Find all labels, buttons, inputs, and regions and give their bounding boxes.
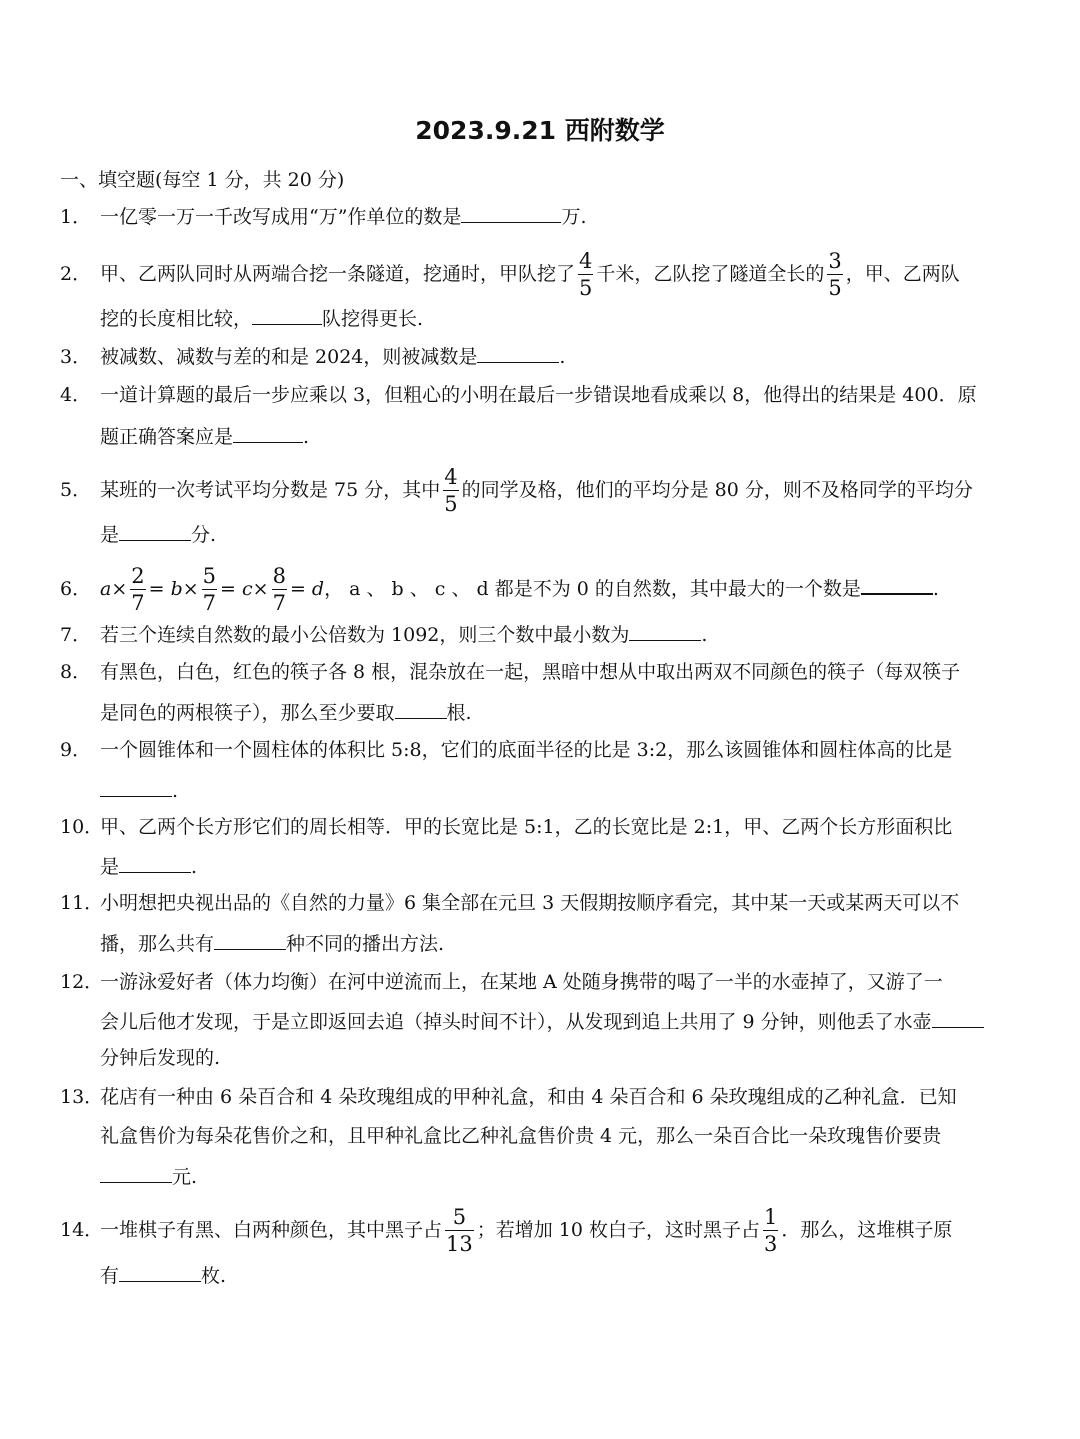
question-number: 14． xyxy=(60,1219,104,1241)
fraction: $\frac{1}{3}$ xyxy=(764,1205,778,1256)
fraction: $\frac{3}{5}$ xyxy=(828,249,842,300)
question-4: 4． 一道计算题的最后一步应乘以 3，但粗心的小明在最后一步错误地看成乘以 8，他得出的结果是 400．原 xyxy=(60,380,977,410)
question-11: 11．小明想把央视出品的《自然的力量》6 集全部在元旦 3 天假期按顺序看完，其中某一天或某两天可以不 xyxy=(60,888,959,918)
question-number: 5． xyxy=(60,479,92,501)
question-6: 6． a× $\frac{2}{7}$ = b× $\frac{5}{7}$ = c× $\frac{8}{7}$ = d， a 、 b 、 c 、 d 都是不为 0 的自然数，其中最大的一个数是 . xyxy=(60,564,939,615)
question-9: 9． 一个圆锥体和一个圆柱体的体积比 5:8，它们的底面半径的比是 3:2，那么该圆锥体和圆柱体高的比是 xyxy=(60,735,952,765)
answer-blank[interactable] xyxy=(119,518,191,541)
question-12: 12．一游泳爱好者（体力均衡）在河中逆流而上，在某地 A 处随身携带的喝了一半的水壶掉了，又游了一 xyxy=(60,967,943,997)
question-number: 10． xyxy=(60,816,104,838)
answer-blank[interactable] xyxy=(932,1005,984,1028)
section-heading: 一、填空题(每空 1 分，共 20 分) xyxy=(60,169,345,191)
question-12-cont: 会儿后他才发现，于是立即返回去追（掉头时间不计），从发现到追上共用了 9 分钟，则他丢了水壶 xyxy=(100,1005,984,1037)
question-4-cont: 题正确答案应是 . xyxy=(100,420,309,452)
fraction: $\frac{4}{5}$ xyxy=(444,465,458,516)
question-5-cont: 是 分. xyxy=(100,518,216,550)
question-5: 5． 某班的一次考试平均分数是 75 分，其中 $\frac{4}{5}$ 的同学及格，他们的平均分是 80 分，则不及格同学的平均分 xyxy=(60,465,973,516)
question-13: 13．花店有一种由 6 朵百合和 4 朵玫瑰组成的甲种礼盒，和由 4 朵百合和 6 朵玫瑰组成的乙种礼盒．已知 xyxy=(60,1082,957,1112)
question-9-cont: . xyxy=(100,774,178,806)
question-12-cont2: 分钟后发现的. xyxy=(100,1047,221,1069)
fraction: $\frac{2}{7}$ xyxy=(131,564,145,615)
question-number: 13． xyxy=(60,1086,104,1108)
answer-blank[interactable] xyxy=(214,927,286,950)
answer-blank[interactable] xyxy=(100,1160,172,1183)
question-number: 8． xyxy=(60,661,92,683)
fraction: $\frac{5}{7}$ xyxy=(202,564,217,615)
question-2: 2． 甲、乙两队同时从两端合挖一条隧道，挖通时，甲队挖了 $\frac{4}{5}$ 千米，乙队挖了隧道全长的 $\frac{3}{5}$ ，甲、乙两队 xyxy=(60,249,960,300)
answer-blank[interactable] xyxy=(861,571,933,595)
question-number: 12． xyxy=(60,971,104,993)
answer-blank[interactable] xyxy=(477,340,559,363)
question-14-cont: 有 枚. xyxy=(100,1259,226,1291)
question-14: 14．一堆棋子有黑、白两种颜色，其中黑子占 $\frac{5}{13}$ ；若增加 10 枚白子，这时黑子占 $\frac{1}{3}$ ．那么，这堆棋子原 xyxy=(60,1205,953,1256)
question-7: 7． 若三个连续自然数的最小公倍数为 1092，则三个数中最小数为 . xyxy=(60,618,707,650)
question-number: 6． xyxy=(60,578,92,600)
answer-blank[interactable] xyxy=(119,850,191,873)
page-title: 2023.9.21 西附数学 xyxy=(415,116,665,145)
question-2-cont: 挖的长度相比较， 队挖得更长. xyxy=(100,302,423,334)
question-10-cont: 是 . xyxy=(100,850,197,882)
question-number: 7． xyxy=(60,624,92,646)
fraction: $\frac{4}{5}$ xyxy=(579,249,593,300)
question-number: 4． xyxy=(60,384,92,406)
answer-blank[interactable] xyxy=(119,1259,201,1282)
answer-blank[interactable] xyxy=(100,774,172,797)
question-13-cont2: 元. xyxy=(100,1160,197,1192)
answer-blank[interactable] xyxy=(629,618,701,641)
answer-blank[interactable] xyxy=(395,696,447,719)
question-number: 3． xyxy=(60,346,92,368)
question-number: 1． xyxy=(60,206,92,228)
question-10: 10．甲、乙两个长方形它们的周长相等．甲的长宽比是 5:1，乙的长宽比是 2:1，甲、乙两个长方形面积比 xyxy=(60,812,952,842)
fraction: $\frac{8}{7}$ xyxy=(272,564,286,615)
answer-blank[interactable] xyxy=(252,302,322,325)
question-number: 9． xyxy=(60,739,92,761)
answer-blank[interactable] xyxy=(233,420,303,443)
question-number: 2． xyxy=(60,263,92,285)
fraction: $\frac{5}{13}$ xyxy=(446,1205,473,1256)
question-8: 8． 有黑色，白色，红色的筷子各 8 根，混杂放在一起，黑暗中想从中取出两双不同颜色的筷子（每双筷子 xyxy=(60,657,960,687)
question-3: 3． 被减数、减数与差的和是 2024，则被减数是 . xyxy=(60,340,565,372)
question-13-cont: 礼盒售价为每朵花售价之和，且甲种礼盒比乙种礼盒售价贵 4 元，那么一朵百合比一朵玫瑰售价要贵 xyxy=(100,1125,942,1147)
answer-blank[interactable] xyxy=(461,200,561,223)
question-11-cont: 播，那么共有 种不同的播出方法. xyxy=(100,927,444,959)
question-number: 11． xyxy=(60,892,104,914)
question-1: 1． 一亿零一万一千改写成用“万”作单位的数是 万. xyxy=(60,200,586,232)
question-8-cont: 是同色的两根筷子），那么至少要取 根. xyxy=(100,696,472,728)
